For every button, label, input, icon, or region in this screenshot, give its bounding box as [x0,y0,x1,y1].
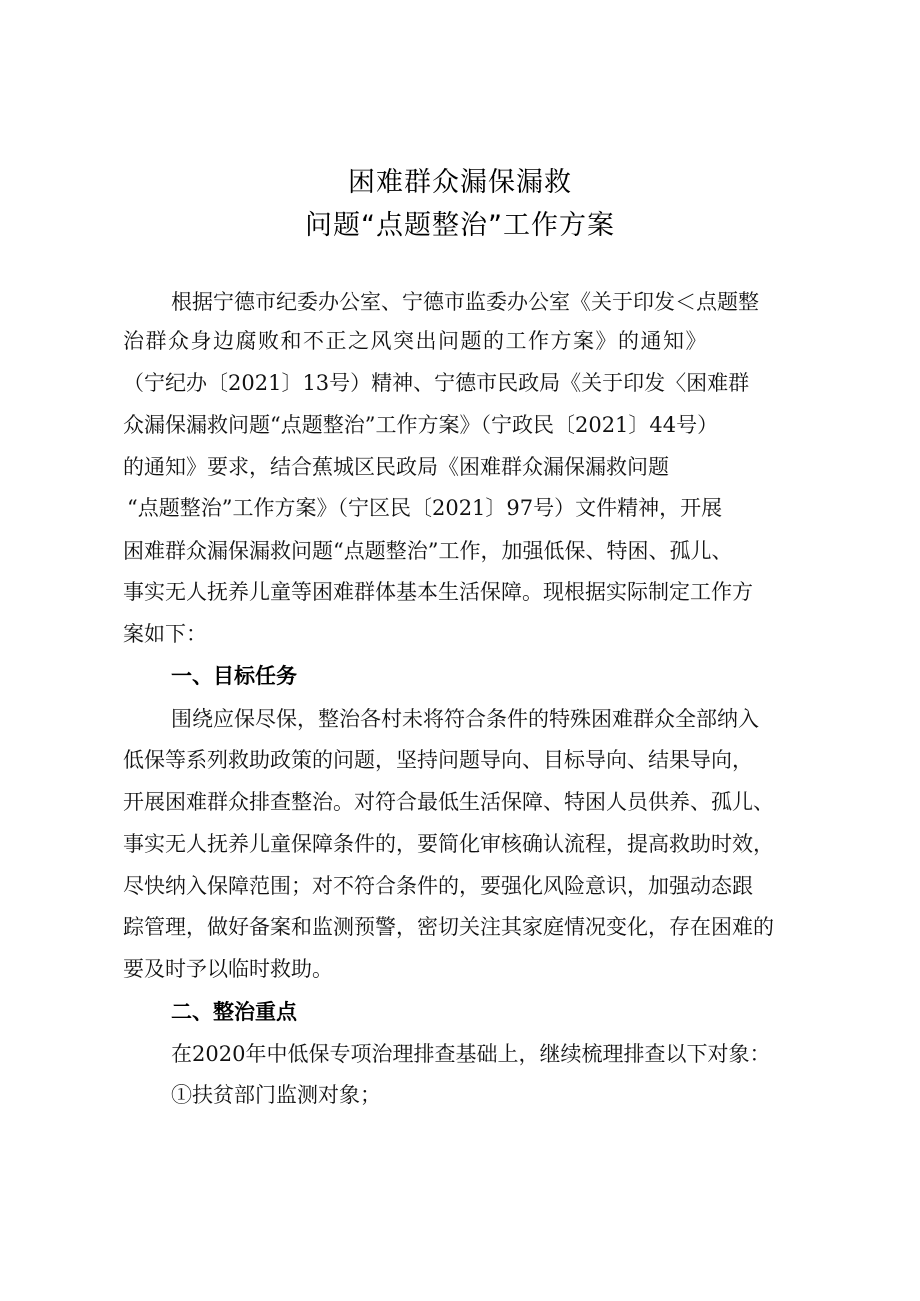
intro-line-5: 的通知》要求，结合蕉城区民政局《困难群众漏保漏救问题 [123,455,669,479]
intro-line-4: 众漏保漏救问题“点题整治”工作方案》（宁政民〔2021〕44号） [123,413,719,437]
document-title-line1: 困难群众漏保漏救 [348,167,572,198]
intro-line-3: （宁纪办〔2021〕13号）精神、宁德市民政局《关于印发〈困难群 [123,371,750,395]
intro-line-8: 事实无人抚养儿童等困难群体基本生活保障。现根据实际制定工作方 [123,580,753,604]
section1-line-6: 踪管理，做好备案和监测预警，密切关注其家庭情况变化，存在困难的 [123,915,774,939]
section2-line-2: ①扶贫部门监测对象； [171,1083,381,1107]
section1-line-4: 事实无人抚养儿童保障条件的，要简化审核确认流程，提高救助时效， [123,832,774,856]
section1-line-1: 围绕应保尽保，整治各村未将符合条件的特殊困难群众全部纳入 [171,707,759,731]
document-title-line2: 问题“点题整治”工作方案 [305,210,615,241]
section2-line-1: 在2020年中低保专项治理排查基础上，继续梳理排查以下对象： [171,1042,771,1066]
intro-line-2: 治群众身边腐败和不正之风突出问题的工作方案》的通知》 [123,329,708,353]
section1-line-7: 要及时予以临时救助。 [123,957,333,981]
section1-line-5: 尽快纳入保障范围；对不符合条件的，要强化风险意识，加强动态跟 [123,874,753,898]
intro-line-7: 困难群众漏保漏救问题“点题整治”工作，加强低保、特困、孤儿、 [123,539,733,563]
section1-heading: 一、目标任务 [171,664,297,688]
intro-line-9: 案如下： [123,622,207,646]
intro-line-1: 根据宁德市纪委办公室、宁德市监委办公室《关于印发＜点题整 [171,290,759,314]
section1-line-2: 低保等系列救助政策的问题，坚持问题导向、目标导向、结果导向， [123,748,753,772]
section2-heading: 二、整治重点 [171,1000,297,1024]
intro-line-6: “点题整治”工作方案》（宁区民〔2021〕97号）文件精神，开展 [127,496,723,520]
section1-line-3: 开展困难群众排查整治。对符合最低生活保障、特困人员供养、孤儿、 [123,790,774,814]
